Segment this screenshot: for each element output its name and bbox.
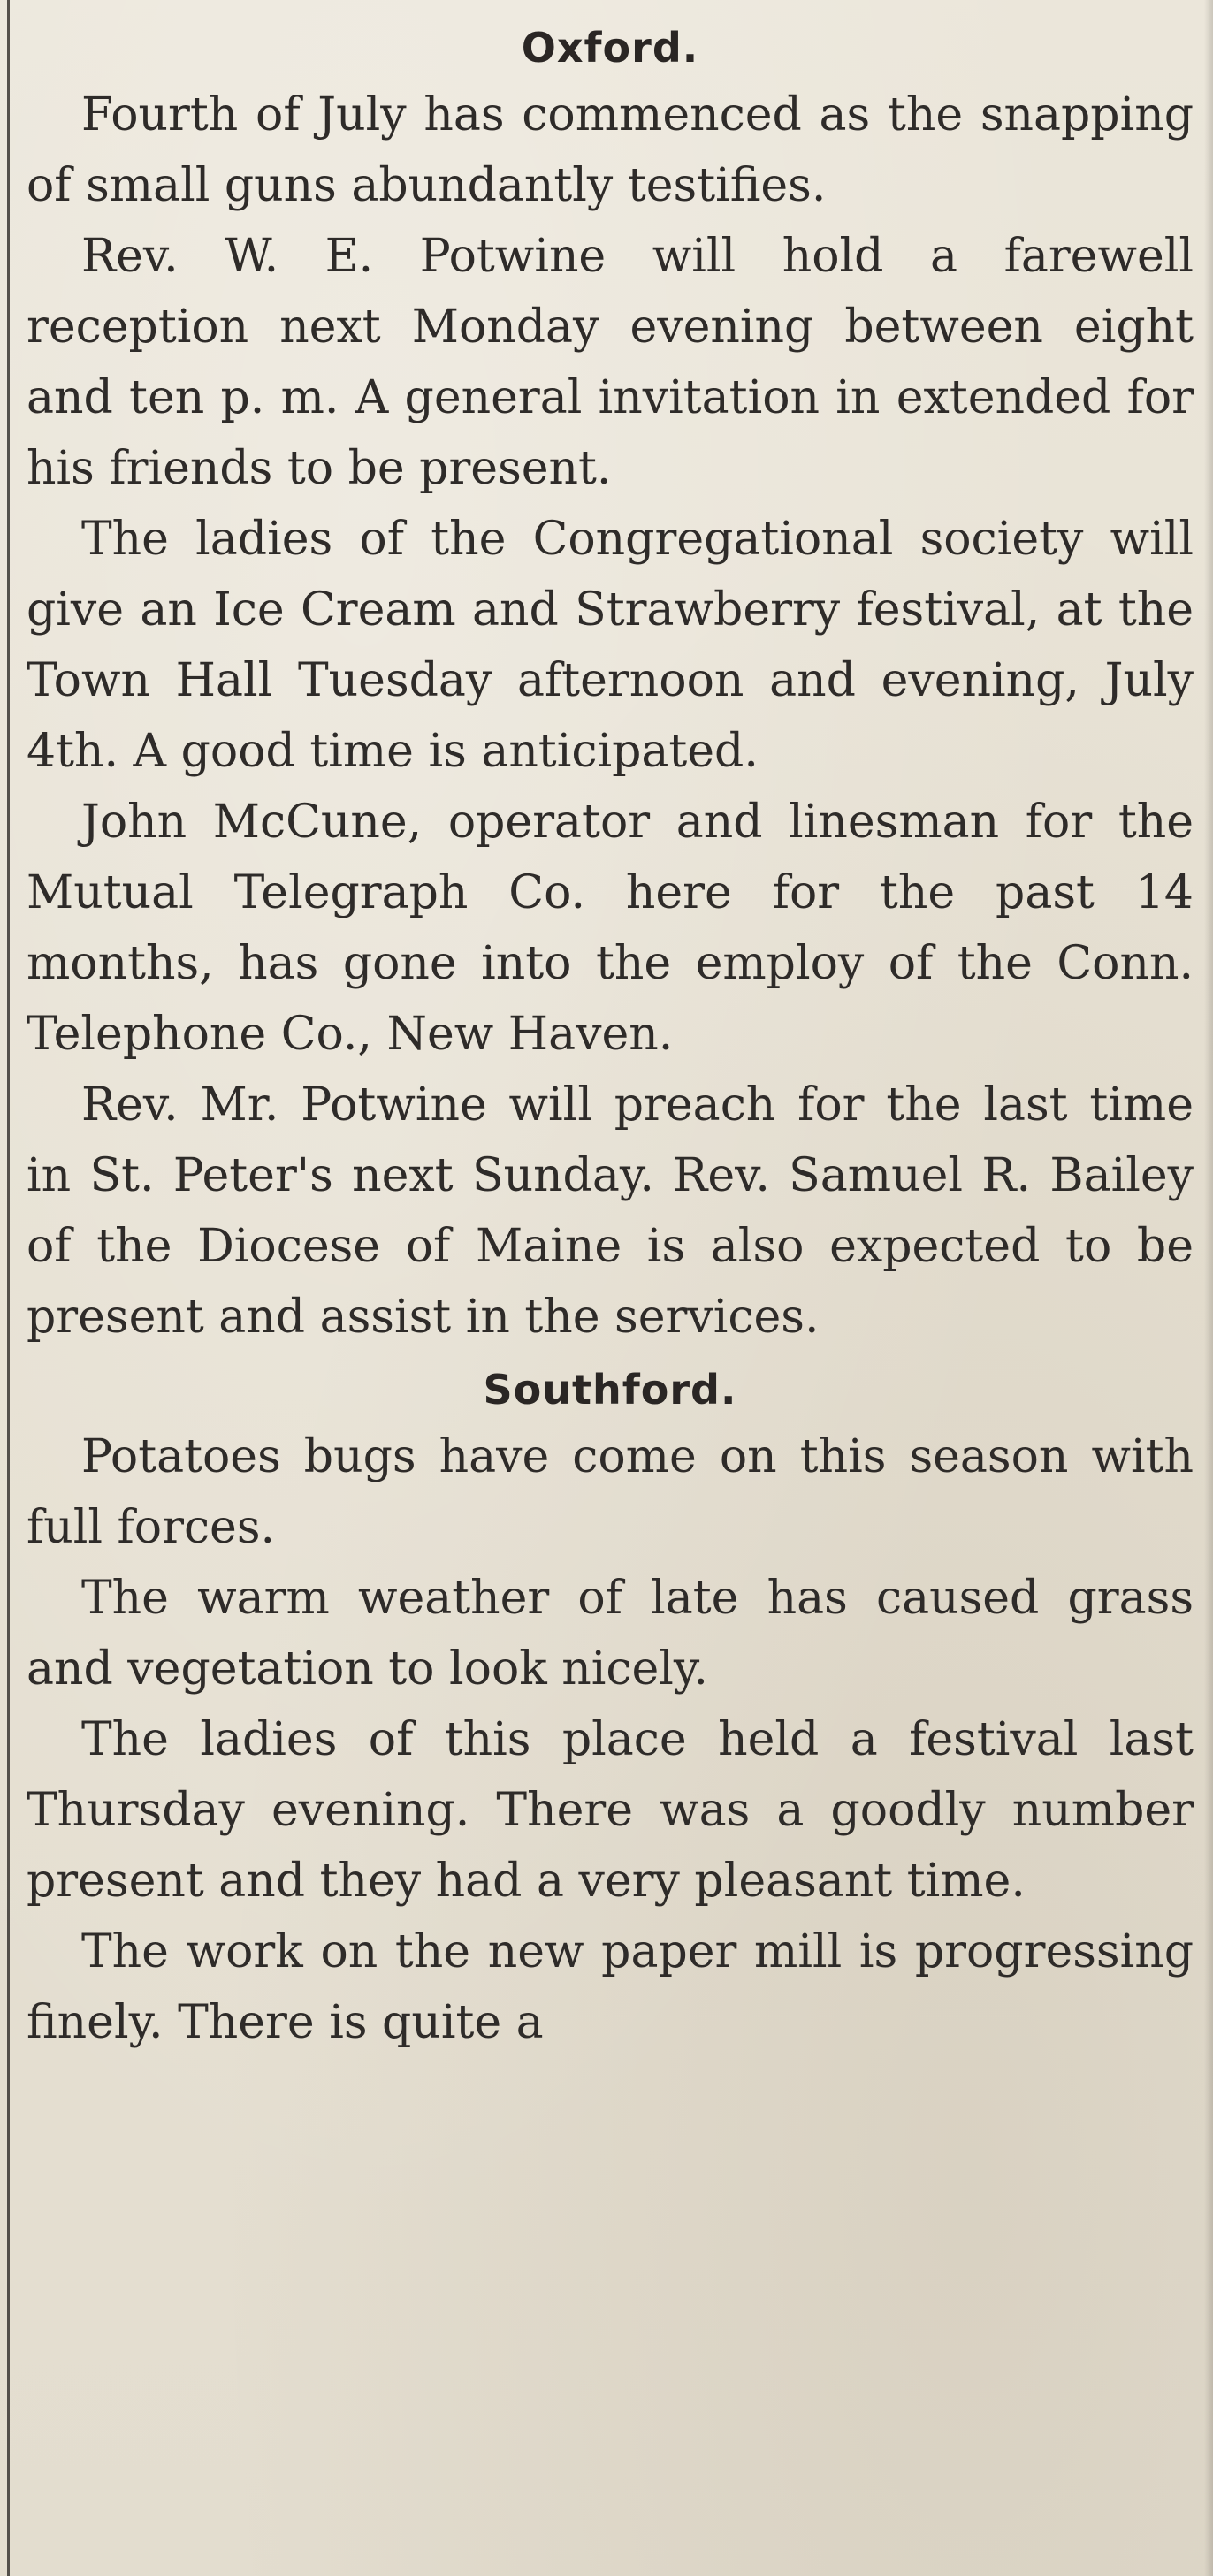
paragraph: The work on the new paper mill is progressing finely. There is quite a bbox=[27, 1925, 1194, 2049]
page-edge-shadow bbox=[1204, 0, 1213, 2576]
section-heading-oxford: Oxford. bbox=[521, 24, 699, 72]
paragraph: Potatoes bugs have come on this season with full forces. bbox=[27, 1430, 1194, 1554]
paragraph: The warm weather of late has caused grass and vegetation to look nicely. bbox=[27, 1572, 1194, 1696]
paragraph: Rev. Mr. Potwine will preach for the last time in St. Peter's next Sunday. Rev. Samuel R. Bailey of the Diocese of Maine is also expected to be present and assist in the services. bbox=[27, 1078, 1194, 1344]
section-heading-southford: Southford. bbox=[483, 1366, 737, 1414]
column-rule bbox=[7, 0, 10, 2576]
paragraph: Fourth of July has commenced as the snapping of small guns abundantly testifies. bbox=[27, 88, 1194, 212]
section-southford bbox=[27, 1358, 1194, 2058]
paragraph: The ladies of this place held a festival last Thursday evening. There was a goodly number present and they had a very pleasant time. bbox=[27, 1713, 1194, 1908]
section-oxford bbox=[27, 16, 1194, 1353]
paragraph: Rev. W. E. Potwine will hold a farewell reception next Monday evening between eight and ten p. m. A general invitation in extended for his friends to be present. bbox=[27, 230, 1194, 495]
paragraph: The ladies of the Congregational society will give an Ice Cream and Strawberry festival, at the Town Hall Tuesday afternoon and evening, July 4th. A good time is anticipated. bbox=[27, 513, 1194, 778]
paragraph: John McCune, operator and linesman for the Mutual Telegraph Co. here for the past 14 months, has gone into the employ of the Conn. Telephone Co., New Haven. bbox=[27, 796, 1194, 1061]
news-column bbox=[27, 16, 1194, 2058]
